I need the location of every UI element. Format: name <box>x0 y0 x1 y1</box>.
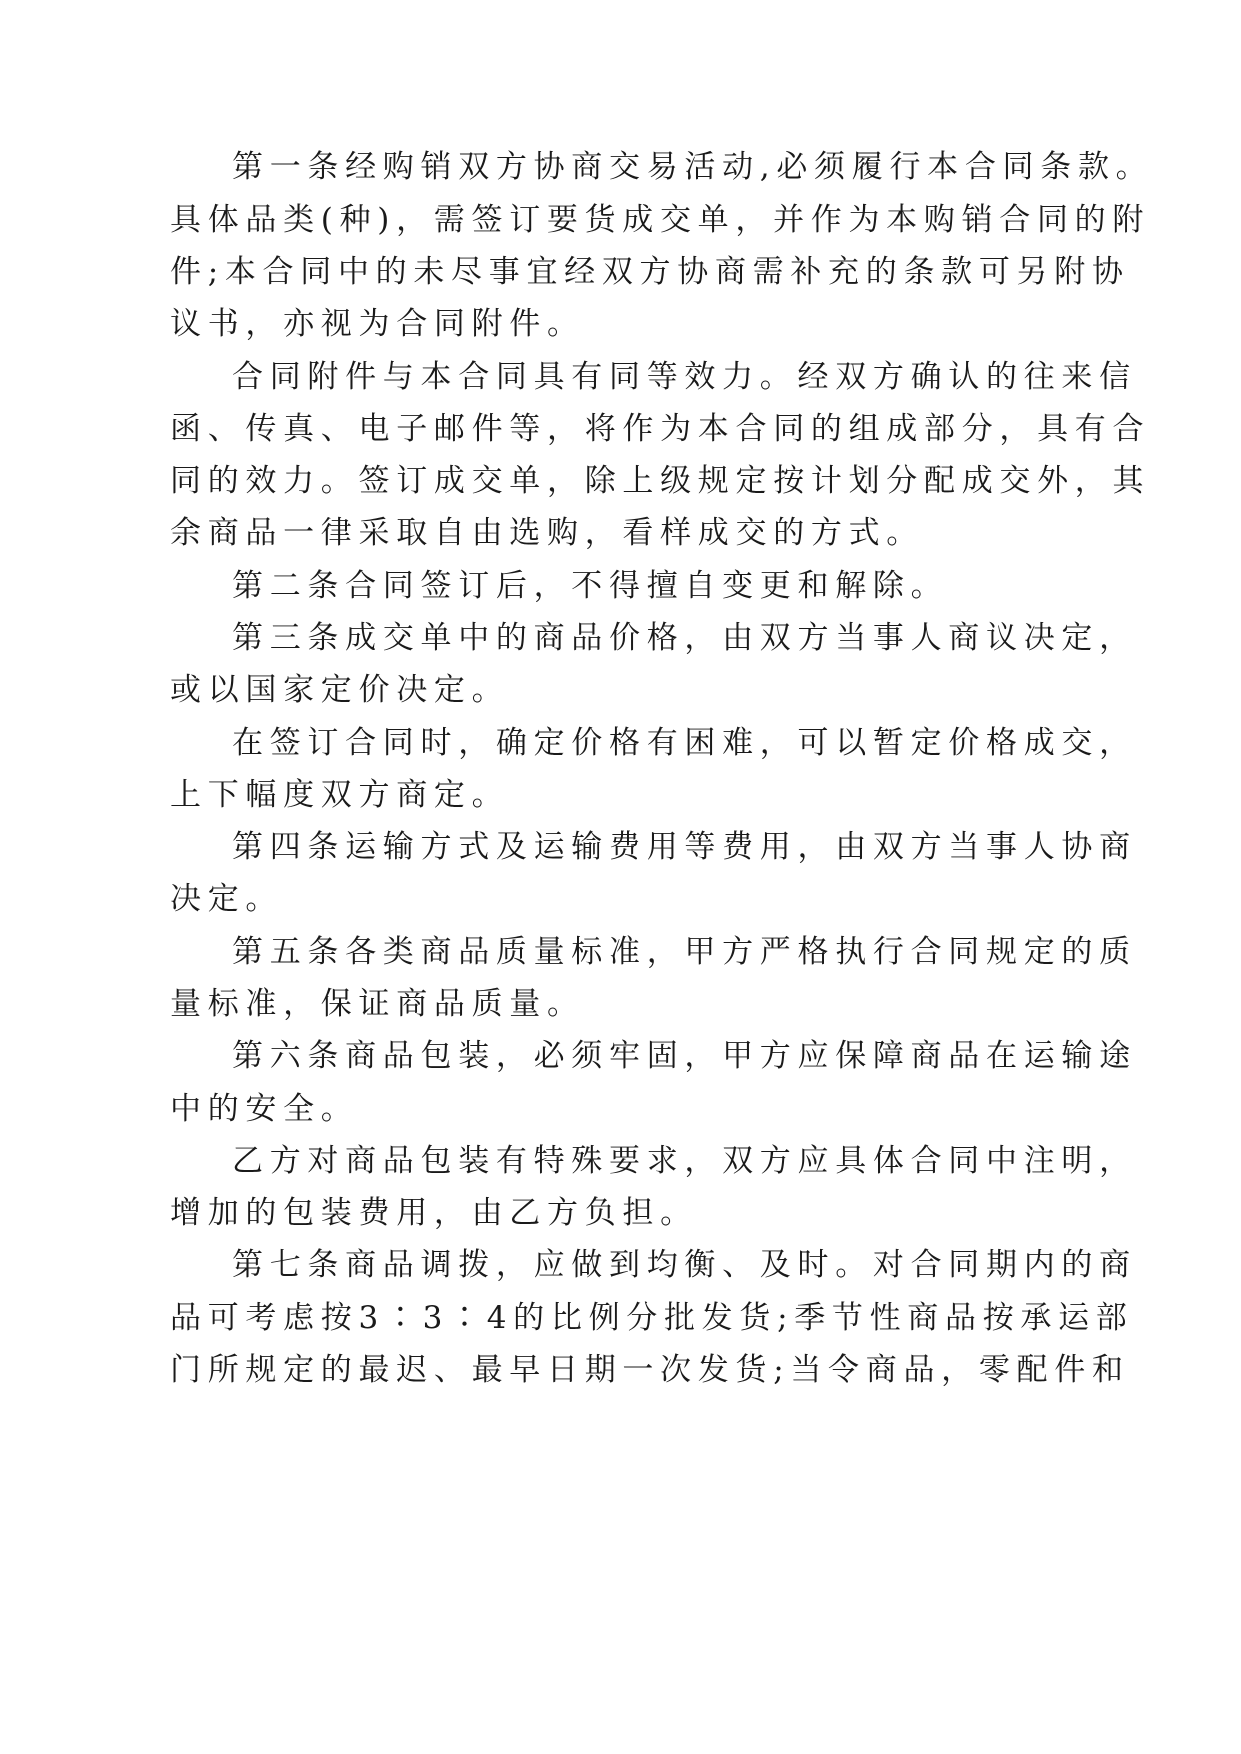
text-line: 乙方对商品包装有特殊要求，双方应具体合同中注明， <box>232 1143 1137 1179</box>
text-line: 合同附件与本合同具有同等效力。经双方确认的往来信 <box>232 359 1137 395</box>
text-line: 第五条各类商品质量标准，甲方严格执行合同规定的质 <box>232 934 1137 970</box>
text-line: 函、传真、电子邮件等，将作为本合同的组成部分，具有合 <box>170 411 1151 447</box>
text-line: 余商品一律采取自由选购，看样成交的方式。 <box>170 515 924 551</box>
text-line: 上下幅度双方商定。 <box>170 777 510 813</box>
text-line: 增加的包装费用，由乙方负担。 <box>170 1195 698 1231</box>
text-line: 具体品类(种)，需签订要货成交单，并作为本购销合同的附 <box>170 202 1151 238</box>
text-line: 第三条成交单中的商品价格，由双方当事人商议决定， <box>232 620 1137 656</box>
text-line: 门所规定的最迟、最早日期一次发货;当令商品，零配件和 <box>170 1352 1130 1388</box>
text-line: 第一条经购销双方协商交易活动,必须履行本合同条款。 <box>232 149 1154 185</box>
text-line: 第二条合同签订后，不得擅自变更和解除。 <box>232 568 949 604</box>
text-line: 件;本合同中的未尽事宜经双方协商需补充的条款可另附协 <box>170 254 1130 290</box>
text-line: 同的效力。签订成交单，除上级规定按计划分配成交外，其 <box>170 463 1151 499</box>
text-line: 议书，亦视为合同附件。 <box>170 306 585 342</box>
text-line: 第七条商品调拨，应做到均衡、及时。对合同期内的商 <box>232 1247 1137 1283</box>
text-line: 中的安全。 <box>170 1091 359 1127</box>
text-line: 第六条商品包装，必须牢固，甲方应保障商品在运输途 <box>232 1038 1137 1074</box>
text-line: 决定。 <box>170 881 284 917</box>
text-line: 品可考虑按3∶3∶4的比例分批发货;季节性商品按承运部 <box>170 1300 1134 1336</box>
text-line: 在签订合同时，确定价格有困难，可以暂定价格成交， <box>232 725 1137 761</box>
text-line: 第四条运输方式及运输费用等费用，由双方当事人协商 <box>232 829 1137 865</box>
text-line: 或以国家定价决定。 <box>170 672 510 708</box>
text-line: 量标准，保证商品质量。 <box>170 986 585 1022</box>
